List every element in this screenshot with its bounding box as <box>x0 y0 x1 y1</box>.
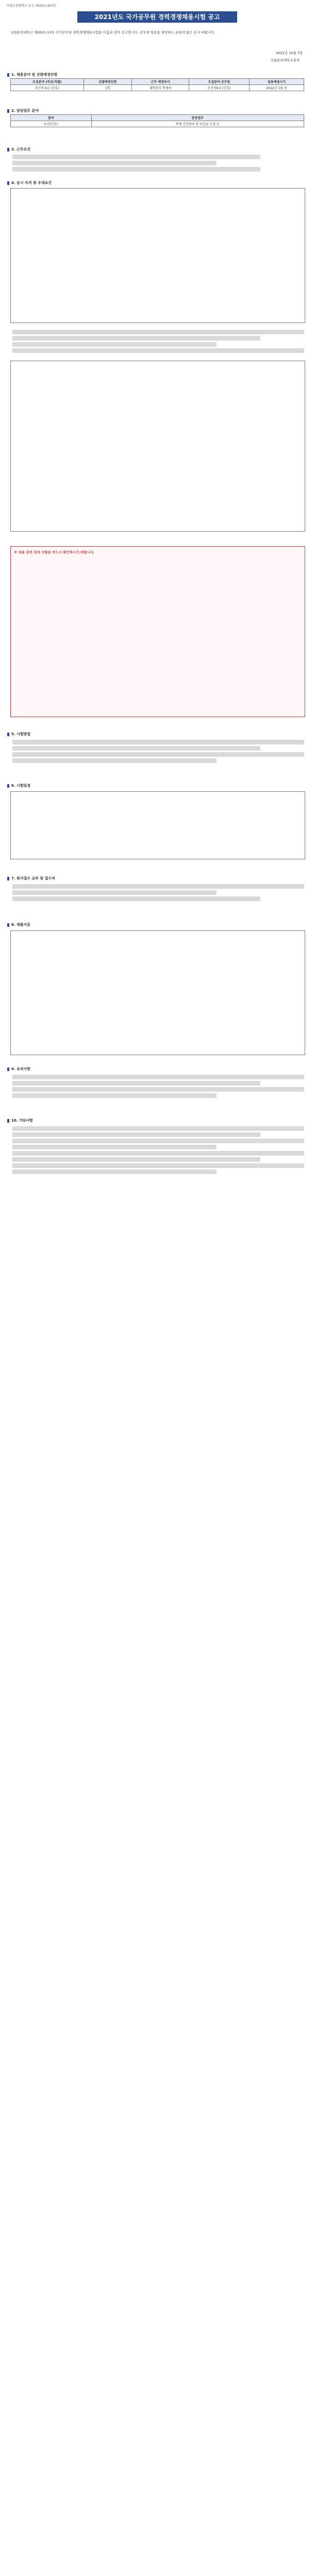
table-cell: 보건직 9급 (간호) <box>11 85 84 91</box>
table-header: 모집분야 (직급/직렬) <box>11 79 84 85</box>
table-cell: 보건직9급 (간호) <box>189 85 250 91</box>
documents-box <box>10 930 305 1055</box>
table-header: 모집분야 공무원 <box>189 79 250 85</box>
warning-note: ※ 채용 관련 주의 사항을 반드시 확인하시기 바랍니다. <box>14 550 95 554</box>
table-cell: 2022년 1월 중 <box>249 85 304 91</box>
table-header: 분야 <box>11 115 92 121</box>
notice-number: 국립순천대학교 공고 제2021-307호 <box>6 4 56 8</box>
section-4-body <box>12 330 304 354</box>
section-7-body <box>12 884 304 903</box>
notice-date: 2021년 10월 7일 <box>276 51 303 55</box>
table-header: 선발예정인원 <box>84 79 132 85</box>
section-3-title: 3. 근무조건 <box>7 147 30 152</box>
section-10-body <box>12 1126 304 1176</box>
table-cell: 1명 <box>84 85 132 91</box>
section-4-title: 4. 응시 자격 및 우대요건 <box>7 180 52 185</box>
issuer: 국립순천대학교총장 <box>270 58 300 62</box>
table-cell: 보건(간호) <box>11 121 92 127</box>
table-cell: 대학본부 학생처 <box>132 85 189 91</box>
section-8-title: 8. 제출서류 <box>7 922 30 927</box>
table-header: 담당업무 <box>91 115 304 121</box>
section-10-title: 10. 기타사항 <box>7 1118 33 1123</box>
section-7-title: 7. 원서접수 교부 및 접수처 <box>7 876 55 881</box>
section-3-body <box>12 155 304 173</box>
schedule-box <box>10 791 305 859</box>
section-6-title: 6. 시험일정 <box>7 783 30 788</box>
table-cell: 학생 건강관리 및 보건실 운영 등 <box>91 121 304 127</box>
intro-text: 국립순천대학교 제2021-13호 국가공무원 경력경쟁채용시험을 다음과 같이 공고합니다. 공무원 임용을 희망하는 분들의 많은 응시 바랍니다. <box>10 30 215 35</box>
section-5-title: 5. 시험방법 <box>7 732 30 737</box>
section-9-title: 9. 유의사항 <box>7 1066 30 1072</box>
section-1-title: 1. 채용분야 및 선발예정인원 <box>7 72 57 77</box>
section-5-body <box>12 740 304 765</box>
recruit-table <box>10 78 304 91</box>
qualification-box <box>10 188 305 323</box>
table-header: 근무 예정부서 <box>132 79 189 85</box>
duty-table <box>10 114 304 127</box>
page-title: 2021년도 국가공무원 경력경쟁채용시험 공고 <box>77 11 237 23</box>
table-header: 임용예정시기 <box>249 79 304 85</box>
section-9-body <box>12 1075 304 1099</box>
warning-box <box>10 546 305 717</box>
preference-table-box <box>10 361 305 532</box>
section-2-title: 2. 담당업무 분야 <box>7 108 39 113</box>
